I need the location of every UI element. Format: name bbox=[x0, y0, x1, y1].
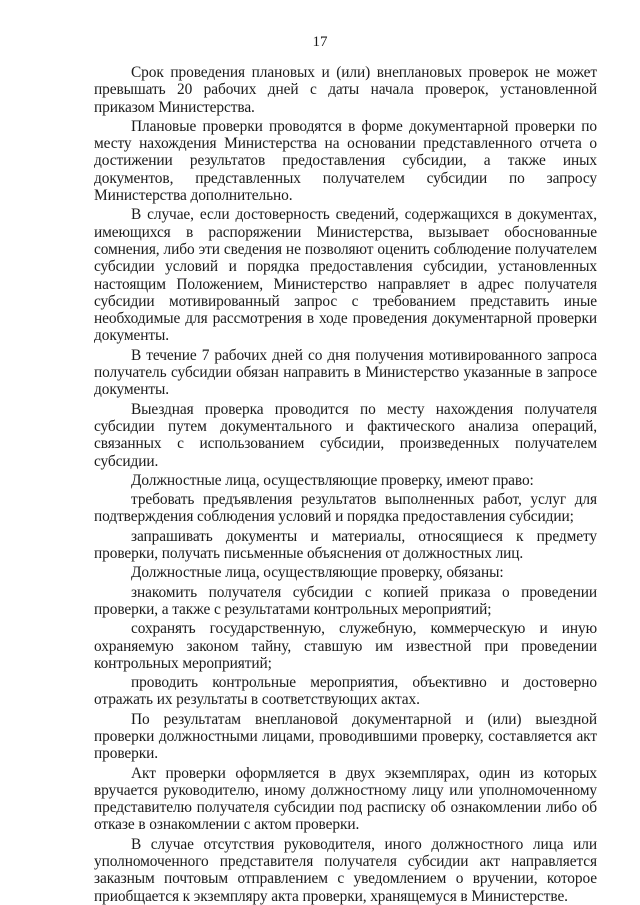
paragraph: проводить контрольные мероприятия, объективно и достоверно отражать их результаты в соответствующих актах. bbox=[94, 674, 597, 709]
body-text bbox=[94, 64, 597, 905]
paragraph: Должностные лица, осуществляющие проверку, имеют право: bbox=[131, 471, 534, 489]
paragraph: знакомить получателя субсидии с копией приказа о проведении проверки, а также с результатами контрольных мероприятий; bbox=[94, 583, 597, 618]
page-number: 17 bbox=[312, 34, 328, 50]
paragraph: В случае отсутствия руководителя, иного должностного лица или уполномоченного представителя получателя субсидии акт направляется заказным почтовым отправлением с уведомлением о вручении, которое приобщается к экземпляру акта проверки, хранящемуся в Министерстве. bbox=[94, 835, 597, 905]
paragraph: Плановые проверки проводятся в форме документарной проверки по месту нахождения Министерства на основании представленного отчета о достижении результатов предоставления субсидии, а также иных документов, представленных получателем субсидии по запросу Министерства дополнительно. bbox=[94, 117, 597, 205]
paragraph: сохранять государственную, служебную, коммерческую и иную охраняемую законом тайну, ставшую им известной при проведении контрольных мероприятий; bbox=[94, 620, 597, 672]
paragraph: требовать предъявления результатов выполненных работ, услуг для подтверждения соблюдения условий и порядка предоставления субсидии; bbox=[94, 491, 597, 526]
paragraph: В случае, если достоверность сведений, содержащихся в документах, имеющихся в распоряжении Министерства, вызывает обоснованные сомнения, либо эти сведения не позволяют оценить соблюдение получателем субсидии условий и порядка предоставления субсидии, установленных настоящим Положением, Министерство направляет в адрес получателя субсидии мотивированный запрос с требованием представить иные необходимые для рассмотрения в ходе проведения документарной проверки документы. bbox=[94, 206, 597, 345]
paragraph: Акт проверки оформляется в двух экземплярах, один из которых вручается руководителю, иному должностному лицу или уполномоченному представителю получателя субсидии под расписку об ознакомлении либо об отказе в ознакомлении с актом проверки. bbox=[94, 764, 597, 834]
paragraph: Должностные лица, осуществляющие проверку, обязаны: bbox=[131, 564, 504, 582]
paragraph: Срок проведения плановых и (или) внеплановых проверок не может превышать 20 рабочих дней с даты начала проверок, установленной приказом Министерства. bbox=[94, 64, 597, 116]
paragraph: По результатам внеплановой документарной и (или) выездной проверки должностными лицами, проводившими проверку, составляется акт проверки. bbox=[94, 710, 597, 763]
paragraph: Выездная проверка проводится по месту нахождения получателя субсидии путем документального и фактического анализа операций, связанных с использованием субсидии, произведенных получателем субсидии. bbox=[94, 400, 597, 470]
paragraph: В течение 7 рабочих дней со дня получения мотивированного запроса получатель субсидии обязан направить в Министерство указанные в запросе документы. bbox=[94, 346, 597, 399]
paragraph: запрашивать документы и материалы, относящиеся к предмету проверки, получать письменные объяснения от должностных лиц. bbox=[94, 527, 597, 563]
